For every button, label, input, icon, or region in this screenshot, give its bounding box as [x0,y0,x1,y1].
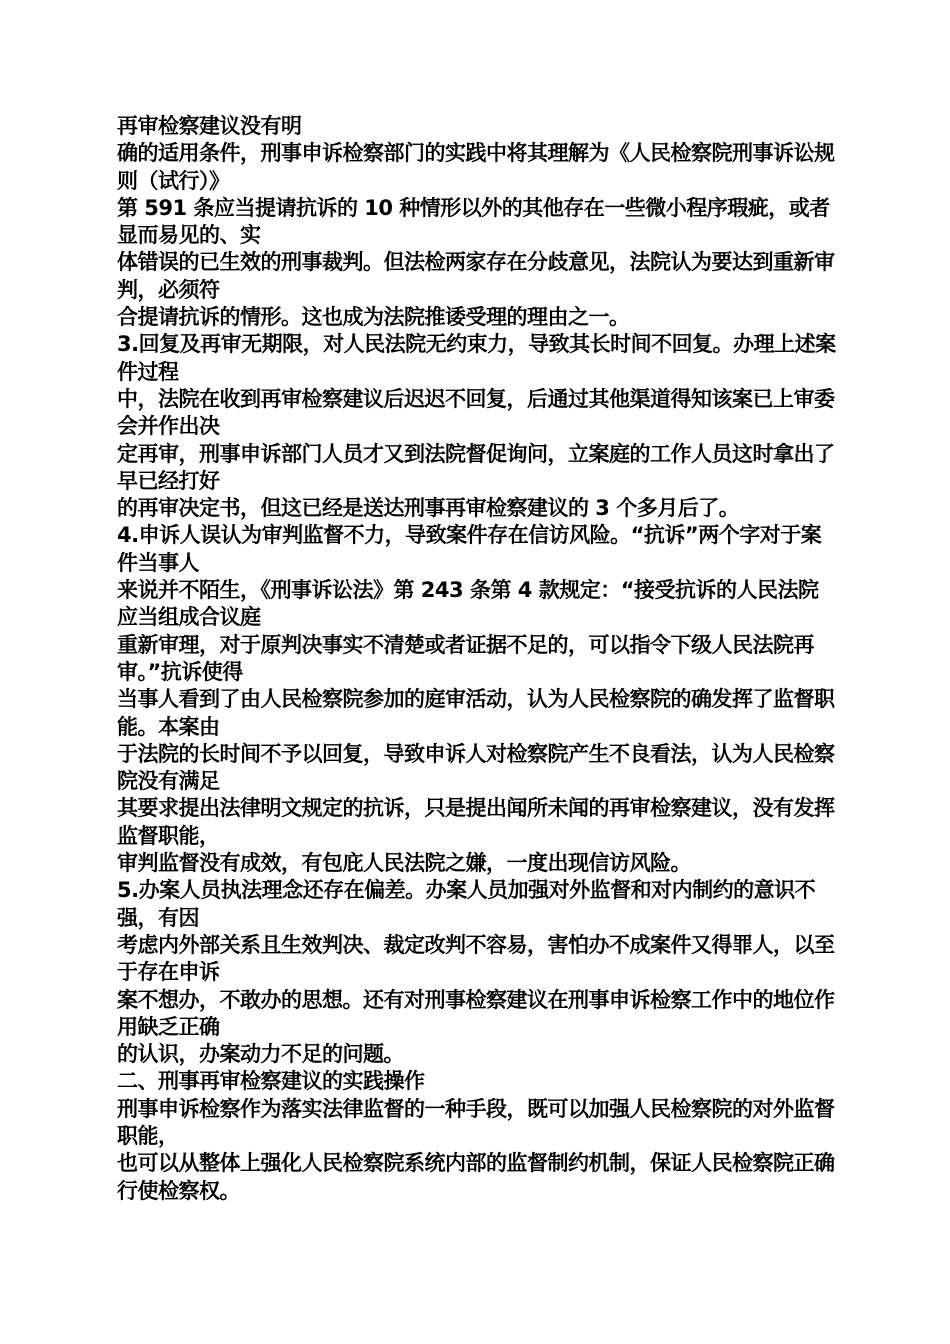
paragraph: 案不想办，不敢办的思想。还有对刑事检察建议在刑事申诉检察工作中的地位作用缺乏正确 [117,987,835,1039]
paragraph: 的再审决定书，但这已经是送达刑事再审检察建议的 3 个多月后了。 [117,496,740,521]
paragraph: 再审检察建议没有明 [117,114,302,138]
paragraph: 审判监督没有成效，有包庇人民法院之嫌，一度出现信访风险。 [117,851,691,876]
paragraph: 定再审，刑事申诉部门人员才又到法院督促询问，立案庭的工作人员这时拿出了早已经打好 [117,441,835,493]
section-heading: 二、刑事再审检察建议的实践操作 [117,1069,425,1094]
paragraph: 4.申诉人误认为审判监督不力，导致案件存在信访风险。“抗诉”两个字对于案件当事人 [117,523,822,575]
paragraph: 来说并不陌生，《刑事诉讼法》第 243 条第 4 款规定：“接受抗诉的人民法院应当组成合议庭 [117,578,819,630]
paragraph: 第 591 条应当提请抗诉的 10 种情形以外的其他存在一些微小程序瑕疵，或者显而易见的、实 [117,195,830,248]
paragraph: 当事人看到了由人民检察院参加的庭审活动，认为人民检察院的确发挥了监督职能。本案由 [117,687,835,739]
paragraph: 合提请抗诉的情形。这也成为法院推诿受理的理由之一。 [117,305,630,330]
paragraph: 也可以从整体上强化人民检察院系统内部的监督制约机制，保证人民检察院正确行使检察权。 [117,1151,835,1203]
paragraph: 于法院的长时间不予以回复，导致申诉人对检察院产生不良看法，认为人民检察院没有满足 [117,741,835,794]
paragraph: 考虑内外部关系且生效判决、裁定改判不容易，害怕办不成案件又得罪人，以至于存在申诉 [117,932,835,985]
paragraph: 的认识，办案动力不足的问题。 [117,1042,404,1067]
paragraph: 5.办案人员执法理念还存在偏差。办案人员加强对外监督和对内制约的意识不强，有因 [117,878,816,930]
paragraph: 体错误的已生效的刑事裁判。但法检两家存在分歧意见，法院认为要达到重新审判，必须符 [117,250,835,302]
paragraph: 中，法院在收到再审检察建议后迟迟不回复，后通过其他渠道得知该案已上审委会并作出决 [117,386,835,439]
paragraph: 确的适用条件，刑事申诉检察部门的实践中将其理解为《人民检察院刑事诉讼规则（试行）》 [117,141,835,193]
paragraph: 刑事申诉检察作为落实法律监督的一种手段，既可以加强人民检察院的对外监督职能， [117,1096,835,1148]
paragraph: 重新审理，对于原判决事实不清楚或者证据不足的，可以指令下级人民法院再审。”抗诉使得 [117,632,814,684]
document-page [117,113,837,1205]
paragraph: 3.回复及再审无期限，对人民法院无约束力，导致其长时间不回复。办理上述案件过程 [117,332,836,384]
paragraph: 其要求提出法律明文规定的抗诉，只是提出闻所未闻的再审检察建议，没有发挥监督职能， [117,796,835,848]
